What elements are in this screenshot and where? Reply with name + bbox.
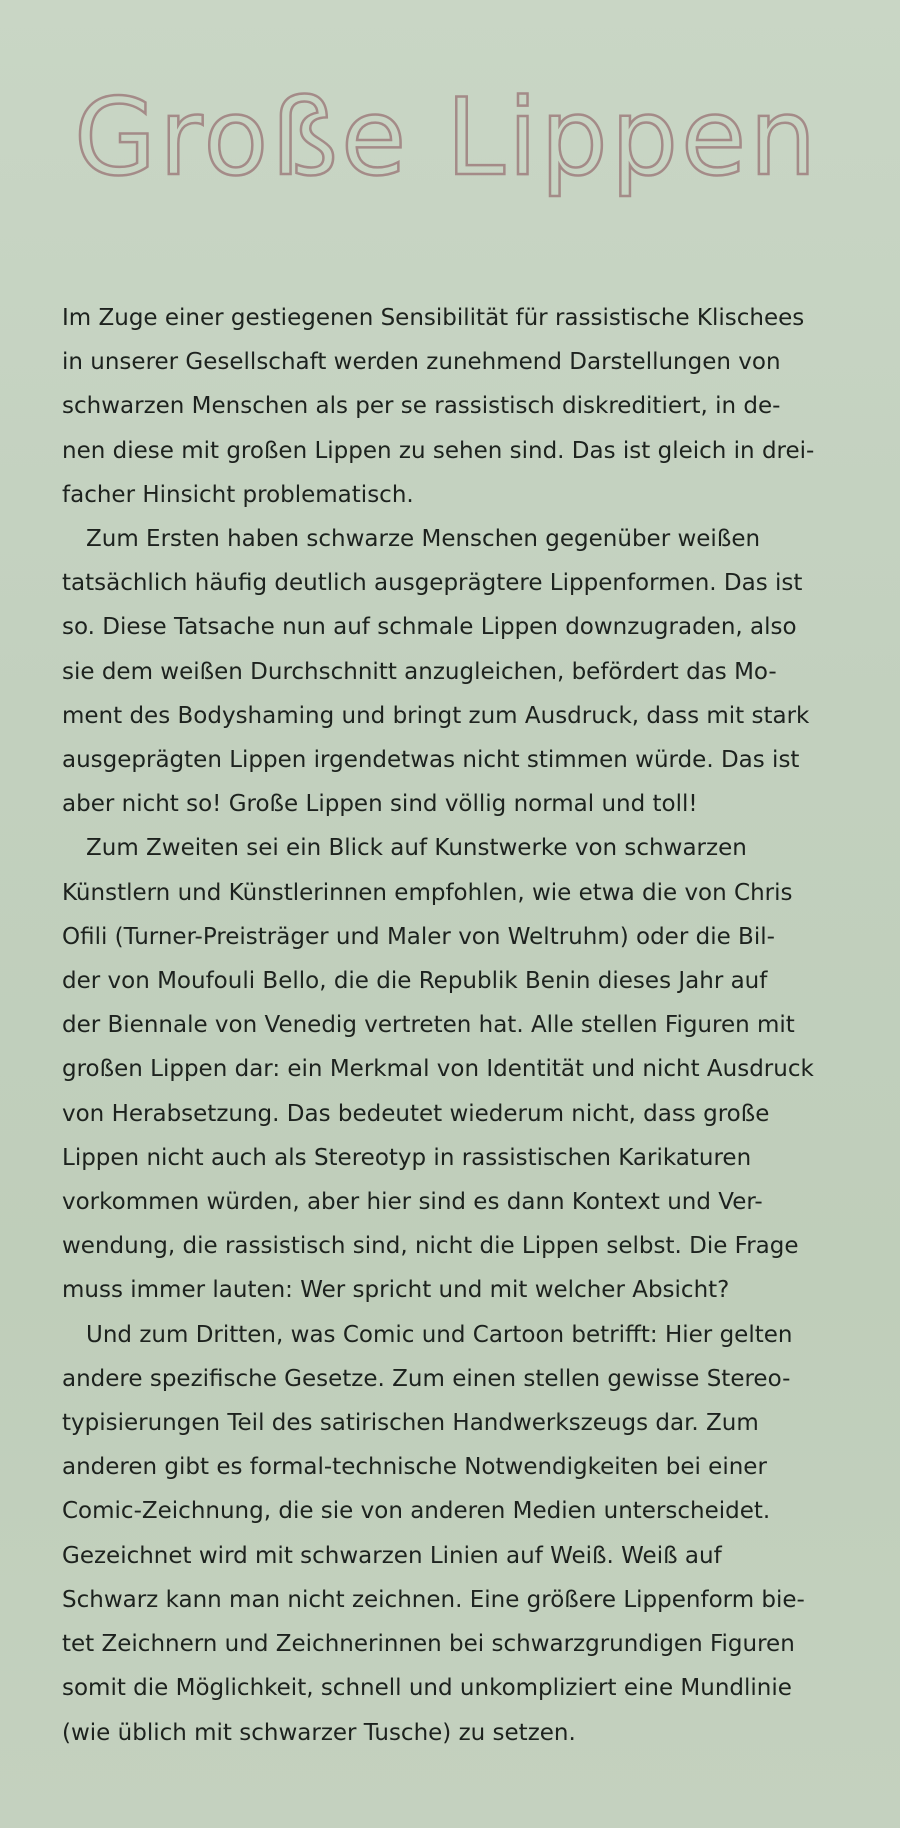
text-line: Lippen nicht auch als Stereotyp in rassistischen Karikaturen (62, 1144, 752, 1171)
text-line: so. Diese Tatsache nun auf schmale Lippen downzugraden, also (62, 614, 797, 641)
text-line: schwarzen Menschen als per se rassistisch diskreditiert, in de- (62, 393, 781, 420)
text-line: vorkommen würden, aber hier sind es dann Kontext und Ver- (62, 1189, 763, 1216)
text-line: der von Moufouli Bello, die die Republik Benin dieses Jahr auf (62, 968, 768, 995)
text-line: Zum Zweiten sei ein Blick auf Kunstwerke von schwarzen (86, 835, 747, 862)
text-line: Zum Ersten haben schwarze Menschen gegenüber weißen (86, 526, 761, 553)
text-line: großen Lippen dar: ein Merkmal von Identität und nicht Ausdruck (62, 1056, 814, 1083)
text-line: (wie üblich mit schwarzer Tusche) zu setzen. (62, 1719, 576, 1746)
text-line: somit die Möglichkeit, schnell und unkompliziert eine Mundlinie (62, 1675, 792, 1702)
text-line: von Herabsetzung. Das bedeutet wiederum nicht, dass große (62, 1100, 770, 1127)
text-line: Ofili (Turner-Preisträger und Maler von Weltruhm) oder die Bil- (62, 923, 775, 950)
text-line: Im Zuge einer gestiegenen Sensibilität für rassistische Klischees (62, 305, 805, 331)
text-line: facher Hinsicht problematisch. (62, 481, 414, 508)
text-line: Und zum Dritten, was Comic und Cartoon betrifft: Hier gelten (86, 1321, 793, 1348)
text-line: der Biennale von Venedig vertreten hat. Alle stellen Figuren mit (62, 1012, 795, 1039)
text-line: aber nicht so! Große Lippen sind völlig normal und toll! (62, 791, 698, 818)
page-title: Große Lippen (74, 76, 820, 199)
text-line: anderen gibt es formal-technische Notwendigkeiten bei einer (62, 1454, 767, 1481)
text-line: Gezeichnet wird mit schwarzen Linien auf Weiß. Weiß auf (62, 1542, 722, 1569)
text-line: sie dem weißen Durchschnitt anzugleichen, befördert das Mo- (62, 658, 777, 685)
text-line: Comic-Zeichnung, die sie von anderen Medien unterscheidet. (62, 1498, 771, 1525)
text-line: Künstlern und Künstlerinnen empfohlen, wie etwa die von Chris (62, 879, 793, 906)
text-line: typisierungen Teil des satirischen Handwerkszeugs dar. Zum (62, 1410, 759, 1437)
text-line: ausgeprägten Lippen irgendetwas nicht stimmen würde. Das ist (62, 747, 800, 774)
text-line: ment des Bodyshaming und bringt zum Ausdruck, dass mit stark (62, 702, 810, 729)
body-text (62, 296, 852, 1755)
text-line: nen diese mit großen Lippen zu sehen sind. Das ist gleich in drei- (62, 437, 815, 464)
text-line: tatsächlich häufig deutlich ausgeprägtere Lippenformen. Das ist (62, 570, 803, 597)
text-line: andere spezifische Gesetze. Zum einen stellen gewisse Stereo- (62, 1365, 791, 1392)
paragraph-3 (62, 826, 852, 1312)
text-line: Schwarz kann man nicht zeichnen. Eine größere Lippenform bie- (62, 1586, 805, 1613)
paragraph-4 (62, 1313, 852, 1755)
text-line: wendung, die rassistisch sind, nicht die Lippen selbst. Die Frage (62, 1233, 799, 1260)
paragraph-1 (62, 296, 852, 517)
paragraph-2 (62, 517, 852, 826)
text-line: tet Zeichnern und Zeichnerinnen bei schwarzgrundigen Figuren (62, 1631, 795, 1658)
text-line: in unserer Gesellschaft werden zunehmend Darstellungen von (62, 349, 781, 376)
text-line: muss immer lauten: Wer spricht und mit welcher Absicht? (62, 1277, 730, 1304)
